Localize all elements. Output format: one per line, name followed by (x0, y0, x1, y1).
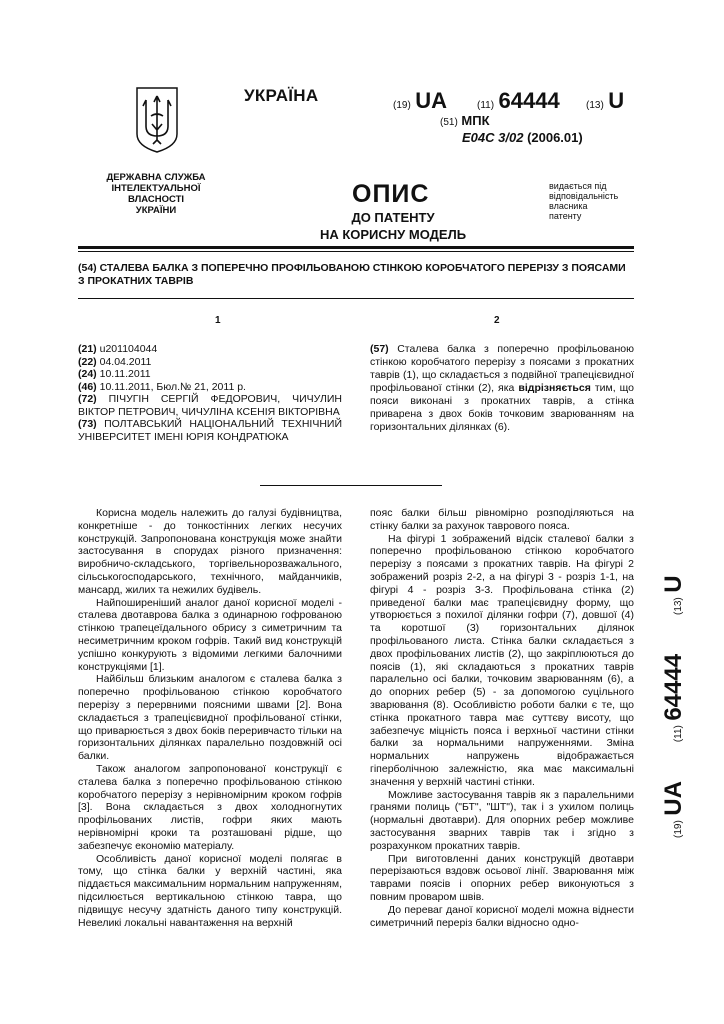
biblio-value: 10.11.2011, Бюл.№ 21, 2011 р. (99, 380, 246, 393)
coat-of-arms-emblem (134, 86, 180, 154)
patent-number: 64444 (498, 88, 560, 113)
agency-name (96, 172, 216, 216)
abstract-emphasis: відрізняється (518, 382, 591, 394)
kind-field (586, 88, 624, 114)
biblio-owner: ПОЛТАВСЬКИЙ НАЦІОНАЛЬНИЙ ТЕХНІЧНИЙ УНІВЕРСИТЕТ ІМЕНІ ЮРІЯ КОНДРАТЮКА (78, 418, 342, 443)
description-right-column (370, 507, 634, 929)
biblio-item (78, 356, 342, 369)
biblio-item (78, 393, 342, 418)
side-code-11: (11) (673, 725, 684, 743)
biblio-value: u201104044 (99, 343, 158, 355)
side-country-code: UA (660, 781, 687, 816)
abstract (370, 343, 634, 434)
title-text: СТАЛЕВА БАЛКА З ПОПЕРЕЧНО ПРОФІЛЬОВАНОЮ СТІНКОЮ КОРОБЧАТОГО ПЕРЕРІЗУ З ПОЯСАМИ З ПРОКАТНИХ ТАВРІВ (78, 262, 626, 287)
ipc-class: E04C 3/02 (462, 130, 524, 145)
title-rule (78, 298, 634, 299)
paragraph: Корисна модель належить до галузі будівництва, конкретніше - до тонкостінних легких несучих конструкцій. Запропонована конструкція може знайти застосування в спорудах різного призначення: виробничо-складського, торгівельнорозважального, сільськогосподарського, технічного, майданчиків, мансард, жилих та нежилих будівель. (78, 507, 342, 596)
side-code-19: (19) (673, 820, 684, 838)
side-kind: U (660, 575, 687, 593)
paragraph: Особливість даної корисної моделі полягає в тому, що стінка балки у верхній частині, яка піддається максимальним нормальним напруженням, підсилюється вертикальною стінкою тавра, що підвищує несучу здатність даного типу конструкцій. Невеликі локальні навантаження на верхній (78, 852, 342, 929)
patent-number-field (477, 88, 560, 114)
biblio-code: (21) (78, 343, 97, 355)
paragraph: Найпоширеніший аналог даної корисної моделі - сталева двотаврова балка з одинарною гофрованою стінкою трапецеїдального обрису з симетричним та несиметричним кроком гофрів. Такий вид конструкцій успішно конкурують з відомими легкими балочними конструкціями [1]. (78, 596, 342, 673)
paragraph: До переваг даної корисної моделі можна віднести симетричний переріз балки відносно одно- (370, 903, 634, 929)
biblio-inventors: ПІЧУГІН СЕРГІЙ ФЕДОРОВИЧ, ЧИЧУЛИН ВІКТОР ПЕТРОВИЧ, ЧИЧУЛІНА КСЕНІЯ ВІКТОРІВНА (78, 393, 342, 418)
code-51-label: (51) (440, 117, 458, 128)
side-patent-label (660, 538, 692, 838)
column-number-right: 2 (494, 315, 500, 326)
ipc-version: (2006.01) (527, 130, 583, 145)
country-code-field (393, 88, 447, 114)
section-separator (260, 485, 442, 486)
country-name: УКРАЇНА (244, 86, 319, 105)
paragraph: На фігурі 1 зображений відсік сталевої балки з поперечно профільованою стінкою коробчатого перерізу з поясами з прокатних таврів. На фігурі 2 зображений розріз 2-2, а на фігурі 3 - розріз 1-1, на фігурі 4 - розріз 3-3. Профільована стінка (2) приведеної балки має трапецієвидну форму, що утворюється з похилої ділянки гофри (7), довшої (4) та коротшої (3) горизонтальних ділянок профільованого листа. Стінка балки складається з двох профільованих листів (2), що закріплюються до поясів (1), які складаються з прокатних таврів паралельно осі балки, точковим зварюванням (6), а до опорних ребер (5) - за допомогою суцільного зварювання (8). Особливістю роботи балки є те, що стінка прокатного тавра має суттєву висоту, що забезпечує міцність пояса і верхньої частини стінки балки за нормальними напруженнями. Зміна нормальних напружень відображається гіперболічною залежністю, яка має максимальні значення у верхній частині стінки. (370, 532, 634, 788)
paragraph: Можливе застосування таврів як з паралельними гранями полиць ("БТ", "ШТ"), так і з ухилом полиць (нормальні двотаври). Для опорних ребер можливе застосування зварних таврів так і згідно з розрахунком прокатних таврів. (370, 788, 634, 852)
issued-note-line: патенту (549, 211, 582, 221)
biblio-code: (24) (78, 368, 97, 380)
paragraph: пояс балки більш рівномірно розподіляються на стінку балки за рахунок таврового пояса. (370, 507, 634, 532)
description-left-column (78, 507, 342, 929)
document-subtitle-2: НА КОРИСНУ МОДЕЛЬ (319, 227, 467, 242)
agency-line: ДЕРЖАВНА СЛУЖБА (106, 172, 206, 183)
biblio-code: (22) (78, 355, 97, 368)
patent-title (78, 262, 634, 288)
agency-line: УКРАЇНИ (135, 205, 177, 216)
mpk-heading (440, 113, 490, 128)
abstract-text: тим, що пояси виконані з прокатних таврів, а стінка приварена з двох боків точковим зварюванням на горизонтальних ділянках (6). (370, 382, 635, 433)
paragraph: Найбільш близьким аналогом є сталева балка з поперечно профільованою стінкою коробчатого перерізу з перервними поясними швами [2]. Вона складається з трапецієвидної профільованої стінки, що приварюється з двох боків переривчасто тільки на горизонтальних ділянках паралельно поздовжній осі балки. (78, 673, 342, 763)
document-type: ОПИС (352, 180, 430, 208)
biblio-value: 10.11.2011 (99, 368, 151, 380)
biblio-item (78, 418, 342, 443)
document-kind: U (608, 88, 625, 113)
document-subtitle-1: ДО ПАТЕНТУ (351, 210, 435, 225)
biblio-item (78, 381, 342, 394)
agency-line: ВЛАСНОСТІ (127, 194, 185, 205)
paragraph: При виготовленні даних конструкцій двотаври перерізаються вздовж осьової лінії. Зварювання між таврами поясів і опорних ребер виконуються з повним проваром швів. (370, 852, 634, 903)
biblio-code: (46) (78, 380, 97, 393)
issued-note-line: видається під (549, 181, 607, 191)
biblio-code: (73) (78, 418, 97, 430)
abstract-text: Сталева балка з поперечно профільованою стінкою коробчатого перерізу з поясами з прокатних таврів (1), що складається з подвійної трапецієвидної профільованої стінки (2), яка (370, 343, 634, 394)
issued-note-line: власника (549, 201, 588, 211)
country-code: UA (415, 88, 448, 113)
bibliographic-data (78, 343, 342, 443)
side-code-13: (13) (673, 597, 684, 616)
issued-note-line: відповідальність (549, 191, 619, 201)
code-19-label: (19) (393, 100, 411, 111)
header-rule-thin (78, 251, 634, 252)
biblio-code: (72) (78, 393, 97, 405)
side-patent-number: 64444 (660, 653, 687, 721)
biblio-value: 04.04.2011 (99, 355, 152, 368)
code-11-label: (11) (477, 100, 495, 111)
biblio-item (78, 343, 342, 356)
code-13-label: (13) (586, 100, 604, 111)
header-rule-thick (78, 246, 634, 249)
mpk-label: МПК (461, 113, 490, 128)
biblio-item (78, 368, 342, 381)
agency-line: ІНТЕЛЕКТУАЛЬНОЇ (111, 183, 201, 194)
ipc-classification (462, 130, 583, 145)
paragraph: Також аналогом запропонованої конструкції є сталева балка з поперечно профільованою стінкою коробчатого перерізу з нерівномірним кроком гофрів [3]. Вона складається з двох холодногнутих профільованих листів, гофри яких мають нерівномірні кроки та розташовані рідше, що забезпечує економію матеріалу. (78, 762, 342, 852)
abstract-code: (57) (370, 343, 389, 355)
title-code: (54) (78, 262, 97, 274)
column-number-left: 1 (215, 315, 221, 326)
issued-note (549, 181, 644, 221)
